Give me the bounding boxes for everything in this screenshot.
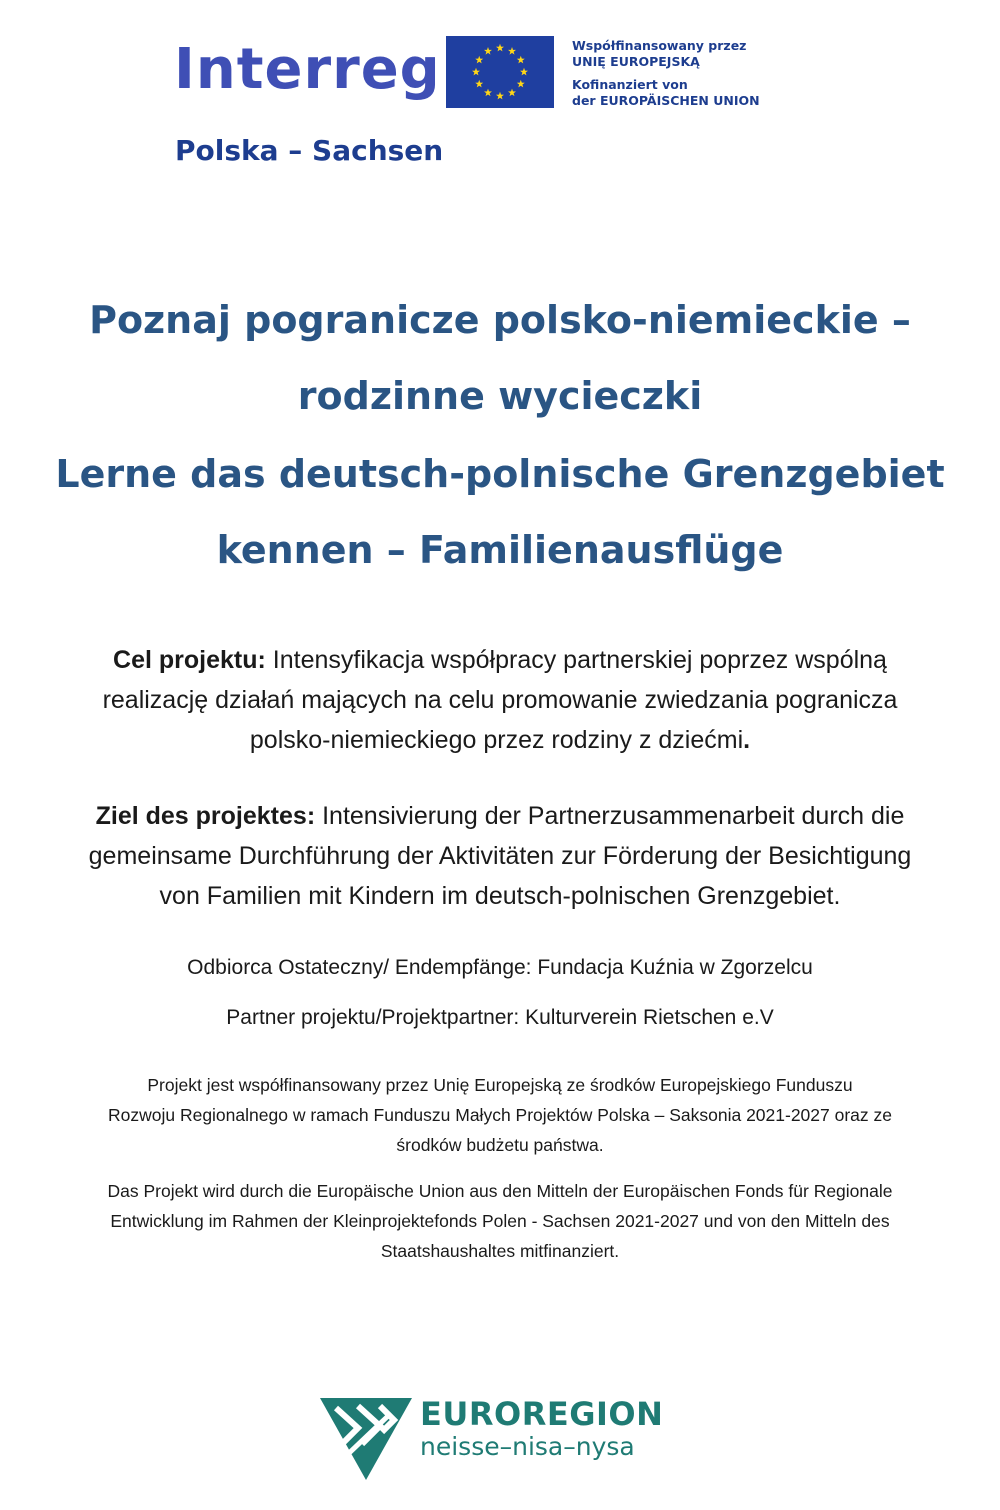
eu-funding-line: UNIĘ EUROPEJSKĄ [572, 53, 700, 69]
title-german [40, 436, 960, 588]
funding-line: Rozwoju Regionalnego w ramach Funduszu Małych Projektów Polska – Saksonia 2021-2027 oraz ze [107, 1105, 893, 1125]
goal-text: Intensivierung der Partnerzusammenarbeit durch die [315, 802, 905, 830]
eu-funding-line: der EUROPÄISCHEN UNION [572, 92, 760, 108]
eu-flag-icon [446, 36, 554, 108]
eu-funding-line: Kofinanziert von [572, 77, 688, 92]
funding-note-german [20, 1176, 980, 1266]
euroregion-subtitle: neisse–nisa–nysa [420, 1432, 635, 1461]
eu-star-icon [517, 56, 525, 64]
funding-line: Projekt jest współfinansowany przez Unię Europejską ze środków Europejskiego Funduszu [147, 1075, 853, 1095]
eu-star-icon [508, 47, 516, 55]
euroregion-emblem-icon [318, 1394, 414, 1484]
final-recipient: Odbiorca Ostateczny/ Endempfänge: Fundacja Kuźnia w Zgorzelcu [187, 956, 813, 979]
eu-star-icon [496, 44, 504, 52]
goal-text: realizację działań mających na celu promowanie zwiedzania pogranicza [102, 686, 898, 714]
eu-funding-statement [572, 38, 760, 108]
title-line: Lerne das deutsch-polnische Grenzgebiet [55, 452, 945, 496]
goal-label: Cel projektu: [113, 646, 266, 674]
project-goal-polish [20, 640, 980, 760]
interreg-programme-name: Polska – Sachsen [175, 134, 444, 167]
eu-star-icon [484, 89, 492, 97]
funding-line: Staatshaushaltes mitfinanziert. [380, 1241, 620, 1261]
goal-text: Intensyfikacja współpracy partnerskiej poprzez wspólną [265, 646, 887, 674]
funding-line: środków budżetu państwa. [396, 1135, 604, 1155]
eu-star-icon [517, 80, 525, 88]
eu-star-icon [496, 92, 504, 100]
funding-line: Entwicklung im Rahmen der Kleinprojektefonds Polen - Sachsen 2021-2027 und von den Mitteln des [110, 1211, 890, 1231]
funding-note-polish [20, 1070, 980, 1160]
goal-text-end: . [743, 726, 751, 754]
eu-star-icon [484, 47, 492, 55]
eu-star-icon [508, 89, 516, 97]
funding-line: Das Projekt wird durch die Europäische Union aus den Mitteln der Europäischen Fonds für Regionale [107, 1181, 893, 1201]
eu-star-icon [475, 80, 483, 88]
euroregion-name: EUROREGION [420, 1395, 664, 1433]
title-polish [40, 282, 960, 434]
title-line: kennen – Familienausflüge [216, 528, 784, 572]
goal-text: polsko-niemieckiego przez rodziny z dziećmi [249, 726, 744, 754]
goal-label: Ziel des projektes: [95, 802, 316, 830]
project-goal-german [20, 796, 980, 916]
goal-text: gemeinsame Durchführung der Aktivitäten zur Förderung der Besichtigung [88, 842, 912, 870]
header [0, 0, 1000, 200]
project-partner: Partner projektu/Projektpartner: Kulturverein Rietschen e.V [226, 1006, 774, 1029]
eu-star-icon [472, 68, 480, 76]
euroregion-logo [318, 1394, 678, 1484]
title-line: rodzinne wycieczki [297, 374, 703, 418]
eu-star-icon [520, 68, 528, 76]
title-line: Poznaj pogranicze polsko-niemieckie – [89, 298, 911, 342]
interreg-logo: Interreg [174, 37, 441, 102]
eu-funding-line: Współfinansowany przez [572, 38, 747, 53]
eu-star-icon [475, 56, 483, 64]
goal-text: von Familien mit Kindern im deutsch-polnischen Grenzgebiet. [159, 882, 841, 910]
